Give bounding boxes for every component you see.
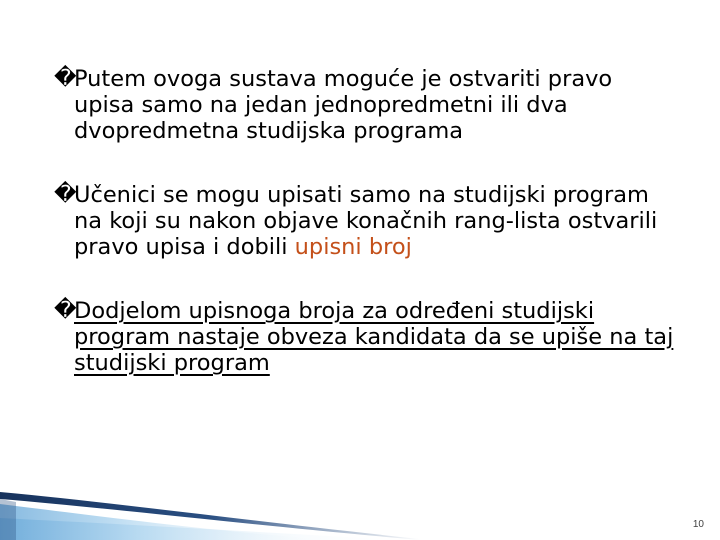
bullet-marker-icon: �	[54, 66, 77, 91]
bullet-text: Učenici se mogu upisati samo na studijski program na koji su nakon objave konačnih rang-lista ostvarili pravo upisa i dobili	[74, 182, 658, 260]
bullet-item-2	[54, 182, 674, 260]
decorative-swoosh	[0, 420, 720, 540]
bullet-text-underlined: Dodjelom upisnoga broja za određeni studijski program nastaje obveza kandidata da se upiše na taj studijski program	[74, 298, 674, 376]
bullet-marker-icon: �	[54, 298, 77, 323]
bullet-list	[54, 66, 674, 376]
bullet-text: Putem ovoga sustava moguće je ostvariti pravo upisa samo na jedan jednopredmetni ili dva dvopredmetna studijska programa	[74, 66, 613, 144]
bullet-item-3	[54, 298, 674, 376]
bullet-item-1	[54, 66, 674, 144]
page-number: 10	[692, 519, 704, 530]
highlighted-term: upisni broj	[294, 234, 412, 260]
bullet-marker-icon: �	[54, 182, 77, 207]
